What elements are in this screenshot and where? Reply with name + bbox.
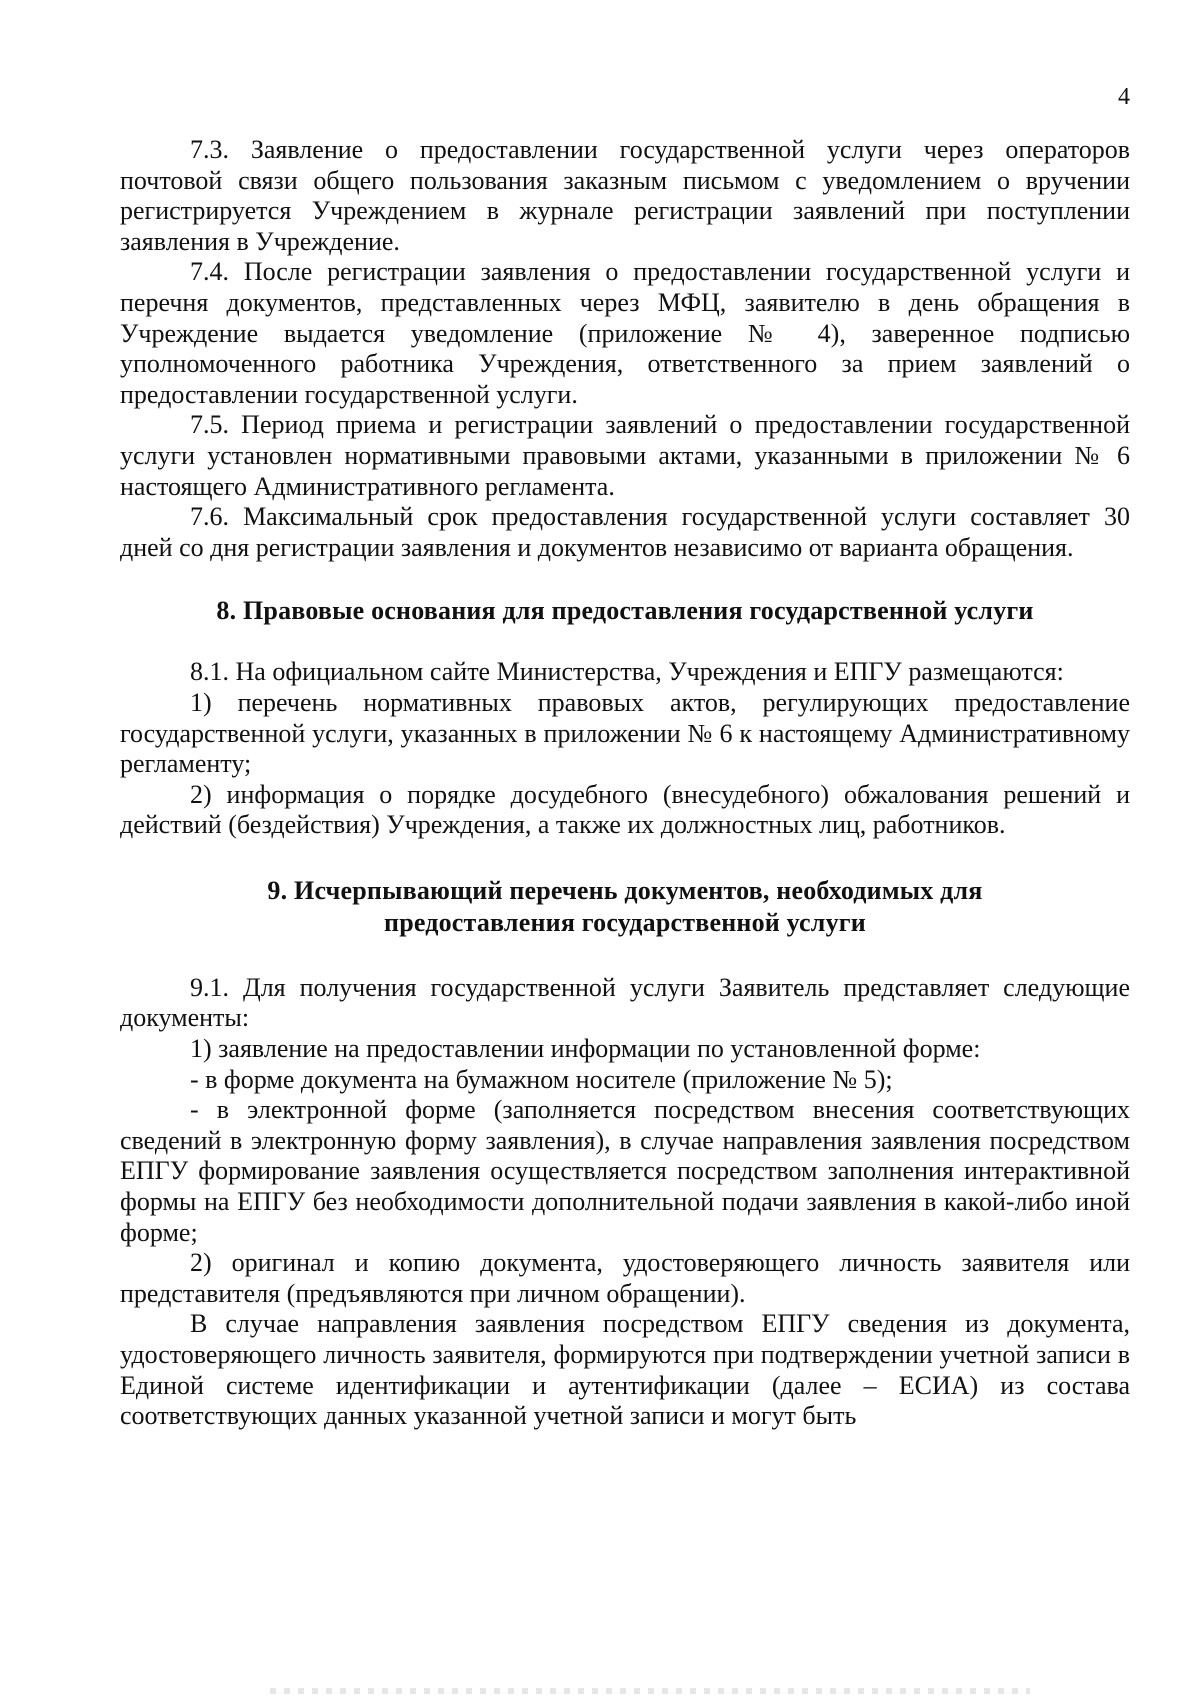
paragraph-9-1-item-1: 1) заявление на предоставлении информации по установленной форме: bbox=[190, 1034, 981, 1064]
scan-artifact bbox=[270, 1688, 1030, 1694]
paragraph-7-4: 7.4. После регистрации заявления о предоставлении государственной услуги и перечня документов, представленных через МФЦ, заявителю в день обращения в Учреждение выдается уведомление (приложение № 4), заверенное подписью уполномоченного работника Учреждения, ответственного за прием заявлений о предоставлении государственной услуги. bbox=[120, 257, 1130, 409]
paragraph-8-1-item-1: 1) перечень нормативных правовых актов, регулирующих предоставление государственной услуги, указанных в приложении № 6 к настоящему Административному регламенту; bbox=[120, 687, 1130, 779]
paragraph-9-epgu: В случае направления заявления посредством ЕПГУ сведения из документа, удостоверяющего личность заявителя, формируются при подтверждении учетной записи в Единой системе идентификации и аутентификации (далее – ЕСИА) из состава соответствующих данных указанной учетной записи и могут быть bbox=[120, 1309, 1130, 1431]
paragraph-7-3: 7.3. Заявление о предоставлении государственной услуги через операторов почтовой связи общего пользования заказным письмом с уведомлением о вручении регистрируется Учреждением в журнале регистрации заявлений при поступлении заявления в Учреждение. bbox=[120, 135, 1130, 256]
page-number: 4 bbox=[1118, 84, 1130, 110]
paragraph-7-6: 7.6. Максимальный срок предоставления государственной услуги составляет 30 дней со дня регистрации заявления и документов независимо от варианта обращения. bbox=[120, 502, 1130, 562]
paragraph-8-1-item-2: 2) информация о порядке досудебного (внесудебного) обжалования решений и действий (бездействия) Учреждения, а также их должностных лиц, работников. bbox=[120, 779, 1130, 840]
section-heading-9 bbox=[120, 875, 1130, 939]
paragraph-8-1: 8.1. На официальном сайте Министерства, Учреждения и ЕПГУ размещаются: bbox=[190, 657, 1064, 687]
paragraph-7-5: 7.5. Период приема и регистрации заявлений о предоставлении государственной услуги установлен нормативными правовыми актами, указанными в приложении № 6 настоящего Административного регламента. bbox=[120, 410, 1130, 501]
paragraph-9-1-item-1b: - в электронной форме (заполняется посредством внесения соответствующих сведений в электронную форму заявления), в случае направления заявления посредством ЕПГУ формирование заявления осуществляется посредством заполнения интерактивной формы на ЕПГУ без необходимости дополнительной подачи заявления в какой-либо иной форме; bbox=[120, 1095, 1130, 1247]
paragraph-9-1: 9.1. Для получения государственной услуги Заявитель представляет следующие документы: bbox=[120, 972, 1130, 1033]
section-heading-9-line-2: предоставления государственной услуги bbox=[384, 907, 866, 937]
paragraph-9-1-item-2: 2) оригинал и копию документа, удостоверяющего личность заявителя или представителя (предъявляются при личном обращении). bbox=[120, 1248, 1130, 1308]
section-heading-8: 8. Правовые основания для предоставления государственной услуги bbox=[216, 596, 1034, 626]
paragraph-9-1-item-1a: - в форме документа на бумажном носителе (приложение № 5); bbox=[190, 1064, 893, 1094]
section-heading-9-line-1: 9. Исчерпывающий перечень документов, необходимых для bbox=[267, 875, 983, 905]
document-body bbox=[120, 135, 1130, 1432]
